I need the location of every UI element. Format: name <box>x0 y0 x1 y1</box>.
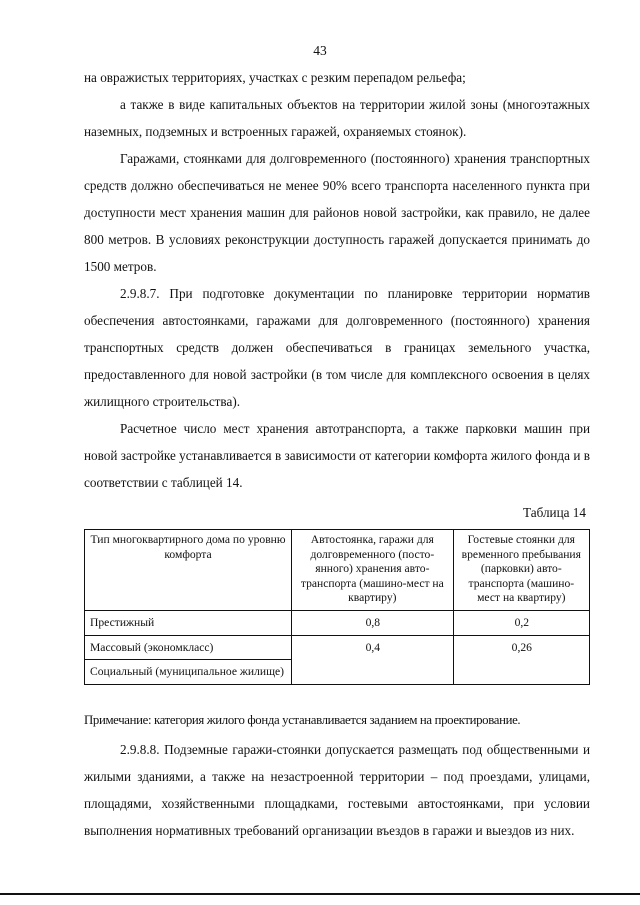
bottom-rule <box>0 893 640 895</box>
header-guest-parking: Гостевые стоянки для временного пребывания (парковки) автотранспорта (машино-мест на квартиру) <box>453 530 589 611</box>
paragraph-2-9-8-7: 2.9.8.7. При подготовке документации по планировке территории норматив обеспечения автостоянками, гаражами для долговременного (постоянного) хранения транспортных средств должен обеспечиваться в границах земельного участка, предоставленного для новой застройки (в том числе для комплексного освоения в целях жилищного строительства). <box>84 286 590 409</box>
table-note: Примечание: категория жилого фонда устанавливается заданием на проектирование. <box>84 712 521 727</box>
cell-guest: 0,2 <box>453 610 589 635</box>
cell-long-term: 0,8 <box>292 610 454 635</box>
paragraph-2-9-8-8: 2.9.8.8. Подземные гаражи-стоянки допускается размещать под общественными и жилыми зданиями, а также на незастроенной территории – под проездами, улицами, площадями, хозяйственными площадками, гостевыми автостоянками, при условии выполнения нормативных требований организации въездов в гаражи и выездов из них. <box>84 741 590 838</box>
header-long-term-parking: Автостоянка, гаражи для долговременного (постоянного) хранения автотранспорта (машино-мест на квартиру) <box>292 530 454 611</box>
paragraph-garage-accessibility: Гаражами, стоянками для долговременного (постоянного) хранения транспортных средств должно обеспечиваться не менее 90% всего транспорта населенного пункта при доступности мест хранения машин для районов новой застройки, как правило, не далее 800 метров. В условиях реконструкции доступность гаражей допускается принимать до 1500 метров. <box>84 151 590 274</box>
table-row <box>85 635 590 660</box>
table-caption: Таблица 14 <box>523 505 586 520</box>
paragraph-ravines: на овражистых территориях, участках с резким перепадом рельефа; <box>84 70 466 85</box>
table-row <box>85 610 590 635</box>
row-label: Престижный <box>85 610 292 635</box>
row-label: Социальный (муниципальное жилище) <box>85 660 292 685</box>
page-number: 43 <box>313 43 327 58</box>
header-building-type: Тип многоквартирного дома по уровню комфорта <box>85 530 292 611</box>
table-header-row <box>85 530 590 611</box>
cell-long-term: 0,4 <box>292 635 454 684</box>
paragraph-parking-count: Расчетное число мест хранения автотранспорта, а также парковки машин при новой застройке устанавливается в зависимости от категории комфорта жилого фонда и в соответствии с таблицей 14. <box>84 421 590 490</box>
comfort-parking-table <box>84 529 590 685</box>
row-label: Массовый (экономкласс) <box>85 635 292 660</box>
paragraph-capital-objects: а также в виде капитальных объектов на территории жилой зоны (многоэтажных наземных, подземных и встроенных гаражей, охраняемых стоянок). <box>84 97 590 139</box>
document-body <box>84 64 590 844</box>
cell-guest: 0,26 <box>453 635 589 684</box>
